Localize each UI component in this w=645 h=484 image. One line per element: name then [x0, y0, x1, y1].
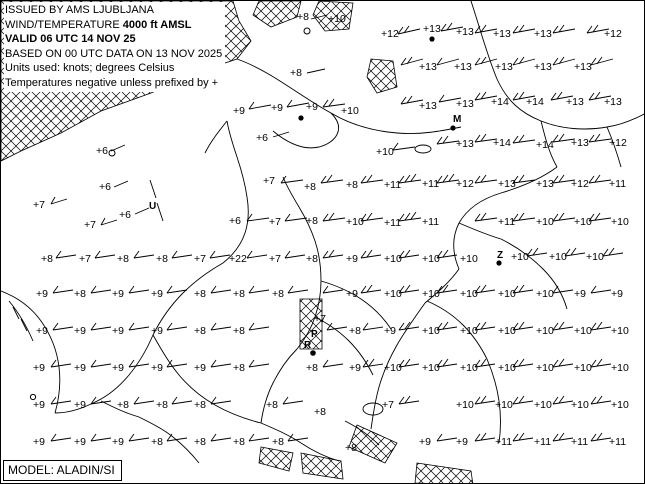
temperature-label: +9 [36, 325, 48, 337]
temperature-label: +9 [271, 102, 283, 114]
temperature-label: +12 [604, 28, 622, 40]
temperature-label: +10 [534, 399, 552, 411]
temperature-label: +10 [611, 399, 629, 411]
temperature-label: +9 [74, 399, 86, 411]
temperature-label: +14 [526, 96, 544, 108]
station-label: P [311, 329, 318, 340]
temperature-label: +8 [117, 399, 129, 411]
header-based-on: BASED ON 00 UTC DATA ON 13 NOV 2025 [5, 47, 223, 60]
temperature-label: +9 [151, 325, 163, 337]
temperature-label: +13 [536, 178, 554, 190]
temperature-label: +9 [456, 436, 468, 448]
temperature-label: +11 [534, 436, 552, 448]
temperature-label: +10 [460, 253, 478, 265]
station-label: Z [497, 250, 504, 261]
header-parameter-text: WIND/TEMPERATURE [5, 18, 123, 31]
temperature-label: +8 [156, 253, 168, 265]
temperature-label: +13 [419, 100, 437, 112]
temperature-label: +8 [306, 215, 318, 227]
temperature-label: +10 [456, 399, 474, 411]
temperature-label: +7 [314, 313, 326, 325]
header-valid-time: VALID 06 UTC 14 NOV 25 [5, 33, 136, 45]
temperature-label: +6 [229, 215, 241, 227]
temperature-label: +10 [422, 288, 440, 300]
temperature-label: +10 [611, 362, 629, 374]
temperature-label: +9 [33, 436, 45, 448]
temperature-label: +9 [74, 325, 86, 337]
temperature-label: +10 [376, 146, 394, 158]
temperature-label: +12 [381, 28, 399, 40]
temperature-label: +10 [384, 288, 402, 300]
temperature-label: +10 [611, 325, 629, 337]
temperature-label: +8 [233, 325, 245, 337]
temperature-label: +11 [495, 436, 513, 448]
temperature-label: +6 [99, 181, 111, 193]
temperature-label: +8 [233, 288, 245, 300]
temperature-label: +13 [495, 61, 513, 73]
header-issued-by: ISSUED BY AMS LJUBLJANA [5, 4, 154, 16]
temperature-label: +9 [74, 362, 86, 374]
model-label: MODEL: ALADIN/SI [3, 460, 122, 481]
temperature-label: +10 [574, 362, 592, 374]
temperature-label: +9 [349, 362, 361, 374]
temperature-label: +13 [534, 28, 552, 40]
temperature-label: +10 [574, 325, 592, 337]
temperature-label: +9 [306, 101, 318, 113]
temperature-label: +10 [498, 288, 516, 300]
temperature-label: +12 [609, 137, 627, 149]
temperature-label: +9 [151, 362, 163, 374]
temperature-label: +11 [609, 436, 627, 448]
temperature-label: +8 [272, 436, 284, 448]
temperature-label: +22 [229, 253, 247, 265]
temperature-label: +8 [156, 399, 168, 411]
station-label: R [304, 340, 312, 351]
temperature-label: +13 [571, 137, 589, 149]
temperature-label: +10 [384, 253, 402, 265]
temperature-label: +9 [112, 325, 124, 337]
temperature-label: +10 [498, 362, 516, 374]
temperature-label: +10 [498, 325, 516, 337]
header-parameter [5, 18, 222, 33]
temperature-label: +9 [194, 362, 206, 374]
temperature-label: +14 [491, 96, 509, 108]
temperature-label: +11 [422, 216, 440, 228]
temperature-label: +7 [269, 253, 281, 265]
temperature-label: +8 [345, 442, 357, 454]
temperature-label: +9 [151, 288, 163, 300]
temperature-label: +8 [314, 406, 326, 418]
temperature-label: +9 [346, 253, 358, 265]
temperature-label: +10 [574, 216, 592, 228]
temperature-label: +10 [346, 216, 364, 228]
temperature-label: +8 [346, 179, 358, 191]
temperature-label: +12 [571, 178, 589, 190]
temperature-label: +10 [611, 216, 629, 228]
temperature-label: +10 [549, 251, 567, 263]
temperature-label: +7 [33, 199, 45, 211]
temperature-label: +7 [382, 399, 394, 411]
temperature-label: +6 [119, 209, 131, 221]
temperature-label: +7 [194, 253, 206, 265]
temperature-label: +9 [112, 362, 124, 374]
temperature-label: +10 [341, 105, 359, 117]
temperature-label: +10 [536, 325, 554, 337]
temperature-label: +10 [586, 251, 604, 263]
temperature-label: +10 [536, 288, 554, 300]
temperature-label: +8 [41, 253, 53, 265]
temperature-label: +7 [269, 216, 281, 228]
temperature-label: +13 [456, 138, 474, 150]
temperature-label: +8 [194, 325, 206, 337]
temperature-label: +11 [384, 217, 402, 229]
temperature-label: +10 [328, 13, 346, 25]
temperature-label: +9 [233, 105, 245, 117]
temperature-label: +10 [495, 399, 513, 411]
chart-header [4, 2, 225, 92]
temperature-label: +9 [384, 325, 396, 337]
temperature-label: +8 [272, 288, 284, 300]
temperature-label: +9 [346, 288, 358, 300]
temperature-label: +11 [422, 178, 440, 190]
temperature-label: +9 [611, 288, 623, 300]
temperature-label: +8 [306, 362, 318, 374]
temperature-label: +13 [574, 61, 592, 73]
temperature-label: +10 [422, 362, 440, 374]
temperature-label: +13 [534, 61, 552, 73]
header-level: 4000 ft AMSL [122, 18, 192, 31]
temperature-label: +9 [33, 362, 45, 374]
temperature-label: +10 [422, 325, 440, 337]
temperature-label: +8 [233, 362, 245, 374]
temperature-label: +8 [74, 288, 86, 300]
temperature-label: +13 [454, 61, 472, 73]
temperature-label: +9 [419, 436, 431, 448]
temperature-label: +8 [233, 436, 245, 448]
station-label: U [149, 201, 157, 212]
temperature-label: +10 [422, 253, 440, 265]
temperature-label: +13 [456, 26, 474, 38]
temperature-label: +14 [493, 137, 511, 149]
temperature-label: +10 [536, 362, 554, 374]
temperature-label: +8 [306, 253, 318, 265]
temperature-label: +10 [571, 399, 589, 411]
temperature-label: +8 [194, 436, 206, 448]
temperature-label: +11 [384, 179, 402, 191]
temperature-label: +6 [96, 145, 108, 157]
temperature-label: +8 [297, 11, 309, 23]
temperature-label: +7 [79, 253, 91, 265]
temperature-label: +7 [263, 175, 275, 187]
temperature-label: +9 [112, 436, 124, 448]
temperature-label: +13 [456, 98, 474, 110]
temperature-label: +11 [609, 178, 627, 190]
temperature-label: +9 [33, 399, 45, 411]
temperature-label: +8 [194, 288, 206, 300]
temperature-label: +13 [498, 178, 516, 190]
temperature-label: +8 [151, 436, 163, 448]
temperature-label: +11 [571, 436, 589, 448]
temperature-label: +12 [456, 178, 474, 190]
temperature-label: +13 [419, 61, 437, 73]
temperature-label: +8 [117, 253, 129, 265]
temperature-label: +8 [194, 399, 206, 411]
temperature-label: +10 [460, 362, 478, 374]
temperature-label: +10 [384, 362, 402, 374]
temperature-label: +9 [74, 436, 86, 448]
temperature-label: +10 [511, 251, 529, 263]
temperature-label: +8 [304, 181, 316, 193]
station-label: M [453, 114, 462, 125]
temperature-label: +13 [566, 96, 584, 108]
temperature-label: +9 [112, 288, 124, 300]
temperature-label: +13 [604, 96, 622, 108]
temperature-label: +13 [493, 28, 511, 40]
temperature-label: +6 [256, 132, 268, 144]
header-temperature-note: Temperatures negative unless prefixed by + [5, 76, 219, 89]
temperature-label: +8 [266, 399, 278, 411]
temperature-label: +14 [536, 139, 554, 151]
temperature-label: +8 [349, 325, 361, 337]
temperature-label: +10 [460, 325, 478, 337]
temperature-label: +10 [460, 288, 478, 300]
temperature-label: +8 [290, 67, 302, 79]
temperature-label: +11 [498, 216, 516, 228]
temperature-label: +13 [423, 23, 441, 35]
temperature-label: +7 [84, 219, 96, 231]
header-units: Units used: knots; degrees Celsius [5, 62, 175, 74]
temperature-label: +10 [536, 216, 554, 228]
temperature-label: +9 [36, 288, 48, 300]
temperature-label: +9 [574, 288, 586, 300]
